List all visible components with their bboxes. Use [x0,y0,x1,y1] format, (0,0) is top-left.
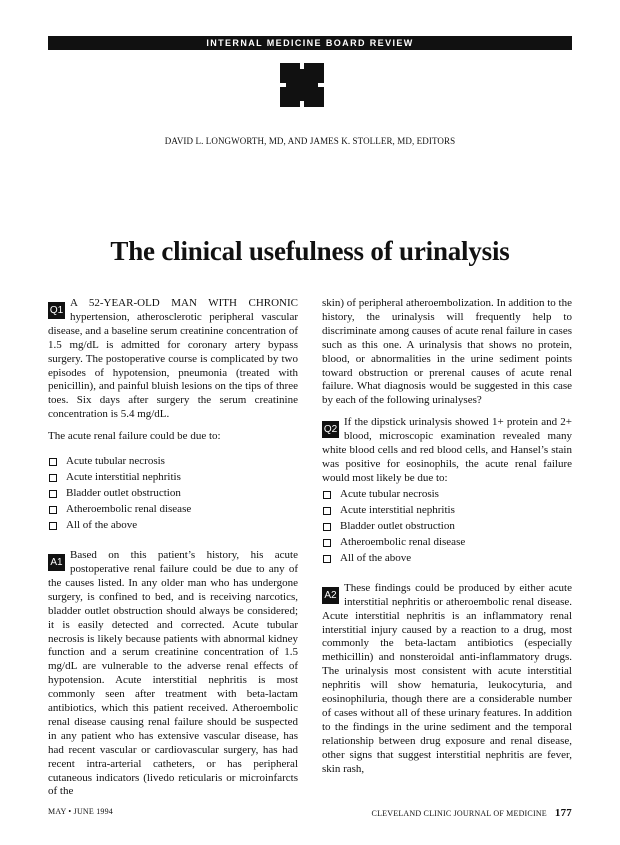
option-item[interactable]: Bladder outlet obstruction [322,518,572,534]
cross-block-icon [280,63,324,107]
answer-1 [48,549,298,799]
checkbox-icon [49,474,57,482]
journal-name: CLEVELAND CLINIC JOURNAL OF MEDICINE [371,809,547,818]
footer-date: MAY • JUNE 1994 [48,807,113,816]
page-number: 177 [554,807,572,819]
footer-journal [372,807,572,819]
answer-2-text: These findings could be produced by either acute interstitial nephritis or atheroembolic renal disease. Acute interstitial nephritis is an inflammatory renal interstitial injury caused by a reaction to a drug, most commonly the beta-lactam antibiotics (especially methicillin) and nonsteroidal anti-inflammatory drugs. The urinalysis most consistent with acute interstitial nephritis will show hematuria, leukocyturia, and eosinophiluria, though there are a considerable number of cases without all of these urinary features. In addition to the findings in the urine sediment and the temporal relationship between drug exposure and renal disease, other signs that suggest interstitial nephritis are fever, skin rash, [322,581,572,775]
option-item[interactable]: Acute interstitial nephritis [48,469,298,485]
option-item[interactable]: Atheroembolic renal disease [322,534,572,550]
checkbox-icon [49,522,57,530]
option-item[interactable]: All of the above [48,517,298,533]
question-1 [48,297,298,422]
q1-badge: Q1 [48,302,65,319]
option-item[interactable]: Acute tubular necrosis [322,486,572,502]
a2-badge: A2 [322,587,339,604]
checkbox-icon [49,458,57,466]
checkbox-icon [49,490,57,498]
editors-line: DAVID L. LONGWORTH, MD, AND JAMES K. STOLLER, MD, EDITORS [164,136,456,146]
checkbox-icon [323,507,331,515]
option-item[interactable]: Atheroembolic renal disease [48,501,298,517]
continuation-text: skin) of peripheral atheroembolization. In addition to the history, the urinalysis will frequently help to discriminate among causes of acute renal failure in cases such as this one. A urinalysis that shows no protein, blood, or abnormalities in the urine sediment points toward obstruction or prerenal causes of acute renal failure. What diagnosis would be suggested in this case by each of the following urinalyses? [322,297,572,407]
right-column [322,297,572,776]
article-title: The clinical usefulness of urinalysis [110,236,510,266]
question-1-lead: The acute renal failure could be due to: [48,430,221,443]
answer-1-text: Based on this patient’s history, his acute postoperative renal failure could be due to any of the causes listed. In any older man who has undergone surgery, is confined to bed, and is receiving narcotics, bladder outlet obstruction should always be considered; it is easily detected and corrected. Acute tubular necrosis is likely because patients with abnormal kidney function and a serum creatinine concentration of 1.5 mg/dL are vulnerable to the adverse renal effects of hypotension. Acute interstitial nephritis is most commonly seen after treatment with beta-lactam antibiotics, which this patient received. Atheroembolic renal disease causing renal failure should be suspected in any patient who has extensive vascular disease, has had recent vascular or cardiovascular surgery, has had recent intra-arterial catheters, or has peripheral cutaneous indicators (livedo reticularis or microinfarcts of the [48,549,298,798]
question-1-options [48,453,298,533]
checkbox-icon [323,539,331,547]
option-item[interactable]: Acute interstitial nephritis [322,502,572,518]
checkbox-icon [323,523,331,531]
checkbox-icon [49,506,57,514]
checkbox-icon [323,555,331,563]
option-item[interactable]: Bladder outlet obstruction [48,485,298,501]
option-item[interactable]: Acute tubular necrosis [48,453,298,469]
q2-badge: Q2 [322,421,339,438]
question-2 [322,416,572,486]
option-item[interactable]: All of the above [322,550,572,566]
question-2-options [322,486,572,566]
question-2-text: If the dipstick urinalysis showed 1+ protein and 2+ blood, microscopic examination revealed many white blood cells and red blood cells, and Hansel’s stain was positive for eosinophils, the acute renal failure would most likely be due to: [322,416,572,484]
checkbox-icon [323,491,331,499]
question-1-text: A 52-YEAR-OLD MAN WITH CHRONIC hypertension, atherosclerotic peripheral vascular disease, and a baseline serum creatinine concentration of 1.5 mg/dL is admitted for coronary artery bypass surgery. The postoperative course is complicated by two episodes of hypotension, pneumonia (treated with penicillin), and painful bluish lesions on the tips of three toes. Six days after surgery the serum creatinine concentration is 5.4 mg/dL. [48,297,298,421]
answer-2 [322,582,572,777]
section-banner: INTERNAL MEDICINE BOARD REVIEW [48,36,572,50]
a1-badge: A1 [48,554,65,571]
left-column [48,297,298,799]
